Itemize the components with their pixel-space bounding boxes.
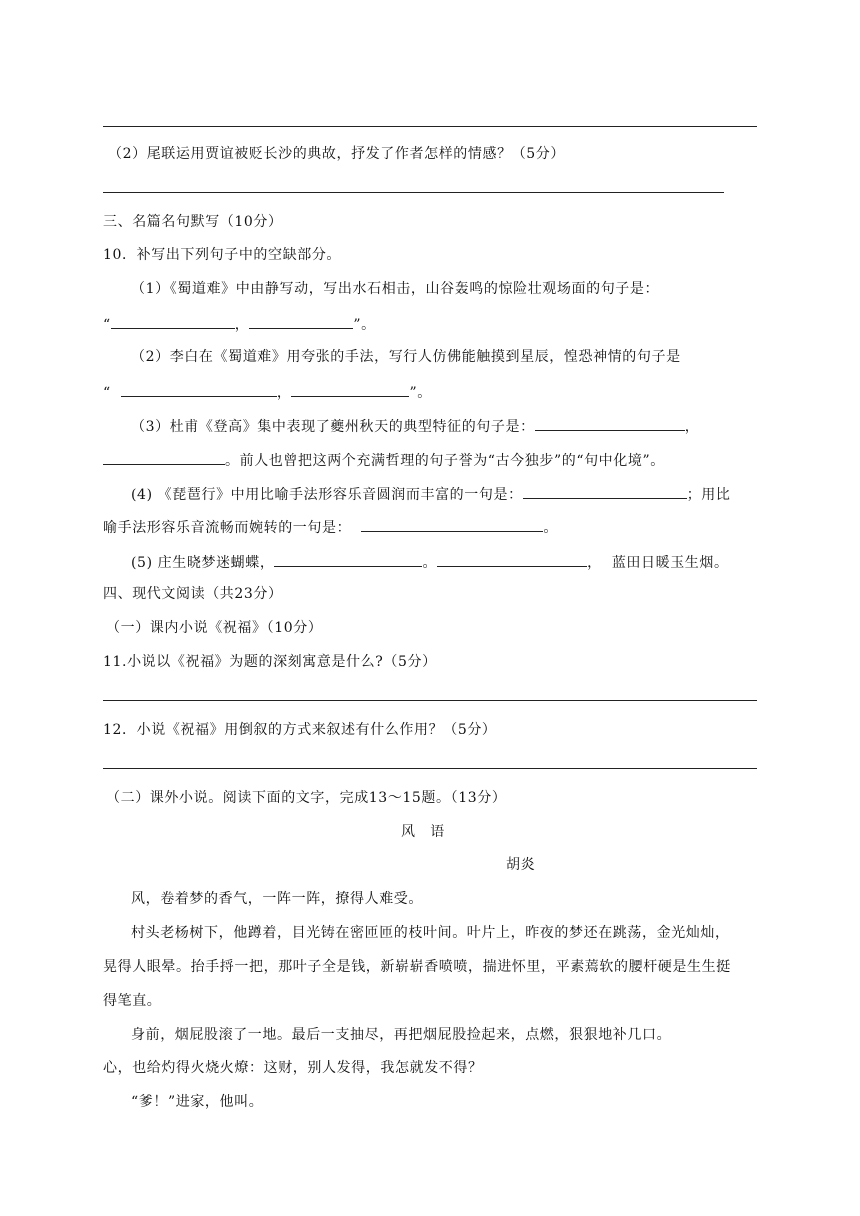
- question-10-3-continued: [103, 450, 665, 470]
- question-9-2: （2）尾联运用贾谊被贬长沙的典故，抒发了作者怎样的情感？（5分）: [108, 146, 566, 162]
- blank-field[interactable]: [249, 314, 353, 329]
- prompt-text: (5) 庄生晓梦迷蝴蝶，: [131, 555, 275, 571]
- prompt-text: 。前人也曾把这两个充满哲理的句子誉为“古今独步”的“句中化境”。: [225, 453, 665, 469]
- question-10-1-blanks: [103, 314, 376, 334]
- question-10-4-continued: [103, 517, 558, 537]
- question-10-1-prompt: （1）《蜀道难》中由静写动，写出水石相击，山谷轰鸣的惊险壮观场面的句子是：: [131, 281, 660, 297]
- story-author: 胡炎: [506, 857, 536, 873]
- period: 。: [422, 555, 438, 571]
- close-quote: ”。: [353, 317, 376, 333]
- answer-line: [103, 700, 757, 701]
- prompt-text: ；用比: [686, 487, 731, 503]
- blank-field[interactable]: [274, 552, 422, 567]
- question-10-2-blanks: [103, 382, 432, 402]
- story-paragraph: 身前，烟屁股滚了一地。最后一支抽尽，再把烟屁股捡起来，点燃，狠狠地补几口。: [131, 1027, 672, 1043]
- question-10-4-prompt: [131, 484, 731, 504]
- prompt-text: 蓝田日暖玉生烟。: [611, 555, 729, 571]
- story-paragraph: “爹！”进家，他叫。: [131, 1094, 264, 1110]
- prompt-text: (4) 《琵琶行》中用比喻手法形容乐音圆润而丰富的一句是：: [131, 487, 523, 503]
- close-quote: ”。: [409, 385, 432, 401]
- story-paragraph: 村头老杨树下，他蹲着，目光铸在密匝匝的枝叶间。叶片上，昨夜的梦还在跳荡，金光灿灿，: [131, 925, 730, 941]
- comma: ，: [684, 419, 700, 435]
- section-4-2-heading: （二）课外小说。阅读下面的文字，完成13～15题。（13分）: [106, 790, 507, 806]
- blank-field[interactable]: [535, 416, 685, 431]
- comma: ，: [276, 385, 292, 401]
- question-12: 12．小说《祝福》用倒叙的方式来叙述有什么作用？（5分）: [103, 722, 497, 738]
- prompt-text: 喻手法形容乐音流畅而婉转的一句是：: [103, 520, 352, 536]
- story-title: 风 语: [401, 824, 445, 840]
- question-10: 10．补写出下列句子中的空缺部分。: [103, 247, 342, 263]
- section-3-heading: 三、名篇名句默写（10分）: [103, 214, 283, 230]
- open-quote: “: [103, 317, 111, 333]
- question-10-2-prompt: （2）李白在《蜀道难》用夸张的手法，写行人仿佛能触摸到星辰，惶恐神情的句子是: [131, 349, 681, 365]
- story-paragraph: 心，也给灼得火烧火燎：这财，别人发得，我怎就发不得？: [103, 1060, 483, 1076]
- prompt-text: （3）杜甫《登高》集中表现了夔州秋天的典型特征的句子是：: [131, 419, 535, 435]
- blank-field[interactable]: [111, 314, 235, 329]
- open-quote: “: [103, 385, 111, 401]
- comma: ，: [234, 317, 250, 333]
- period: 。: [543, 520, 558, 536]
- question-10-5: [131, 552, 729, 572]
- blank-field[interactable]: [291, 382, 409, 397]
- blank-field[interactable]: [437, 552, 587, 567]
- comma: ，: [587, 555, 602, 571]
- answer-line: [103, 768, 757, 769]
- question-10-3-prompt: [131, 416, 699, 436]
- blank-field[interactable]: [121, 382, 277, 397]
- answer-line: [103, 192, 724, 193]
- story-paragraph: 风，卷着梦的香气，一阵一阵，撩得人难受。: [131, 891, 423, 907]
- blank-field[interactable]: [103, 450, 225, 465]
- story-paragraph-continued: 晃得人眼晕。抬手捋一把，那叶子全是钱，新崭崭香喷喷，揣进怀里，平素蔫软的腰杆硬是生生挺: [103, 959, 731, 975]
- section-4-1-heading: （一）课内小说《祝福》（10分）: [106, 620, 323, 636]
- story-paragraph-continued: 得笔直。: [103, 993, 162, 1009]
- section-4-heading: 四、现代文阅读（共23分）: [103, 586, 283, 602]
- question-11: 11.小说以《祝福》为题的深刻寓意是什么?（5分）: [103, 654, 437, 670]
- blank-field[interactable]: [523, 484, 687, 499]
- blank-field[interactable]: [361, 517, 543, 532]
- answer-line: [103, 126, 757, 127]
